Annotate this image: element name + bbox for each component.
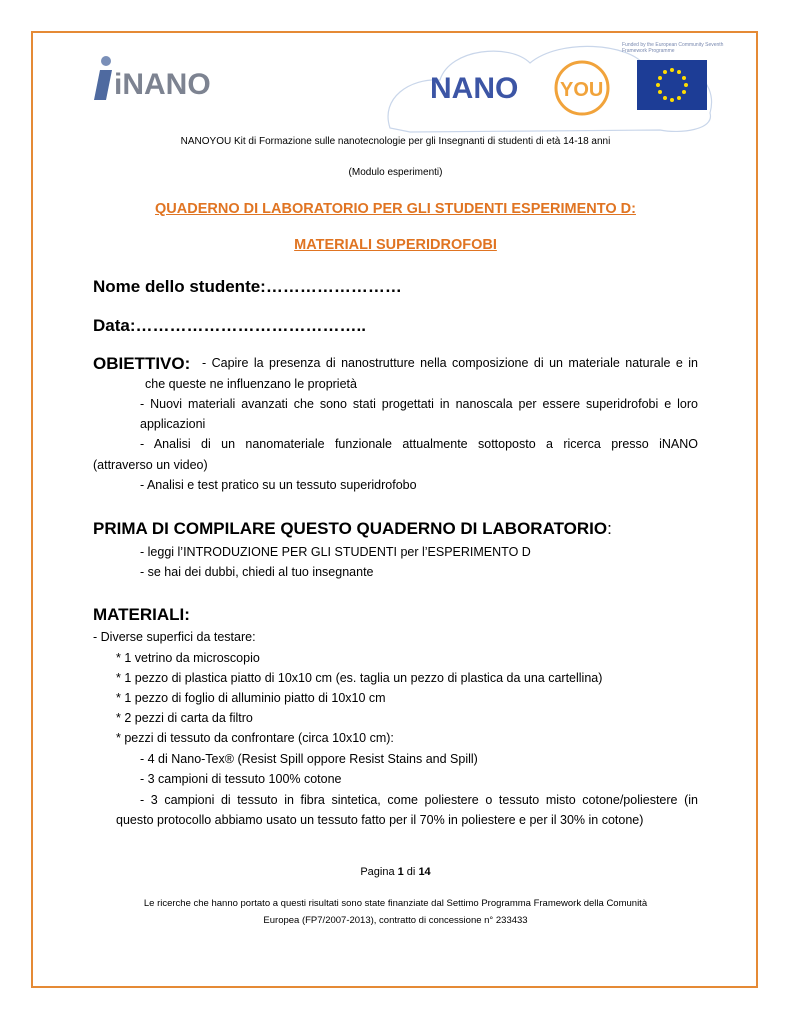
objective-line: applicazioni xyxy=(140,417,206,431)
page-mid: di xyxy=(403,866,419,878)
page-total: 14 xyxy=(418,866,431,878)
page-current: 1 xyxy=(397,866,404,878)
inano-logo xyxy=(92,52,217,107)
material-item: * 1 pezzo di foglio di alluminio piatto di 10x10 cm xyxy=(116,691,386,705)
material-item: * 2 pezzi di carta da filtro xyxy=(116,711,253,725)
date-field: Data:………………………………….. xyxy=(93,316,366,335)
module-line: (Modulo esperimenti) xyxy=(348,167,443,178)
material-subitem: questo protocollo abbiamo usato un tessuto fatto per il 70% in poliestere e per il 30% in cotone) xyxy=(116,813,644,827)
funding-note-line2: Europea (FP7/2007-2013), contratto di concessione n° 233433 xyxy=(263,915,528,926)
before-heading xyxy=(93,519,612,539)
student-name-field: Nome dello studente:…………………… xyxy=(93,277,402,296)
objective-line: - Nuovi materiali avanzati che sono stati progettati in nanoscala per essere superidrofobi e loro xyxy=(140,397,698,411)
material-item: * 1 pezzo di plastica piatto di 10x10 cm (es. taglia un pezzo di plastica da una cartellina) xyxy=(116,671,603,685)
materials-intro: - Diverse superfici da testare: xyxy=(93,630,256,644)
before-heading-text: PRIMA DI COMPILARE QUESTO QUADERNO DI LABORATORIO xyxy=(93,519,608,538)
objective-line: - Capire la presenza di nanostrutture nella composizione di un materiale naturale e in xyxy=(202,356,698,370)
eu-funding-caption: Funded by the European Community Seventh Framework Programme xyxy=(622,42,724,54)
experiment-subtitle: MATERIALI SUPERIDROFOBI xyxy=(294,237,497,253)
funding-note-line1: Le ricerche che hanno portato a questi risultati sono state finanziate dal Settimo Programma Framework della Comunità xyxy=(143,898,648,909)
material-item: * pezzi di tessuto da confrontare (circa 10x10 cm): xyxy=(116,731,394,745)
before-item: - leggi l’INTRODUZIONE PER GLI STUDENTI per l’ESPERIMENTO D xyxy=(140,545,531,559)
page-prefix: Pagina xyxy=(360,866,398,878)
page-number xyxy=(0,866,791,878)
materials-heading: MATERIALI: xyxy=(93,605,190,624)
objective-line: - Analisi di un nanomateriale funzionale attualmente sottoposto a ricerca presso iNANO xyxy=(140,437,698,451)
before-heading-colon: : xyxy=(607,519,612,538)
objective-line: - Analisi e test pratico su un tessuto superidrofobo xyxy=(140,478,417,492)
objective-line: (attraverso un video) xyxy=(93,458,208,472)
objective-line: che queste ne influenzano le proprietà xyxy=(145,377,357,391)
inano-logo-text: iNANO xyxy=(114,68,211,101)
material-subitem: - 4 di Nano-Tex® (Resist Spill oppore Resist Stains and Spill) xyxy=(140,752,478,766)
material-item: * 1 vetrino da microscopio xyxy=(116,651,260,665)
nanoyou-logo xyxy=(430,60,630,116)
material-subitem: - 3 campioni di tessuto 100% cotone xyxy=(140,772,342,786)
nanoyou-logo-text: NANO xyxy=(430,72,519,105)
objective-heading: OBIETTIVO: xyxy=(93,354,191,373)
nanoyou-circle-text: YOU xyxy=(560,79,604,101)
eu-flag-icon xyxy=(637,60,707,110)
kit-line: NANOYOU Kit di Formazione sulle nanotecnologie per gli Insegnanti di studenti di età 14-18 anni xyxy=(180,136,611,147)
before-item: - se hai dei dubbi, chiedi al tuo insegnante xyxy=(140,565,374,579)
experiment-title: QUADERNO DI LABORATORIO PER GLI STUDENTI ESPERIMENTO D: xyxy=(155,201,636,217)
material-subitem: - 3 campioni di tessuto in fibra sintetica, come poliestere o tessuto misto cotone/poliestere (in xyxy=(140,793,698,807)
